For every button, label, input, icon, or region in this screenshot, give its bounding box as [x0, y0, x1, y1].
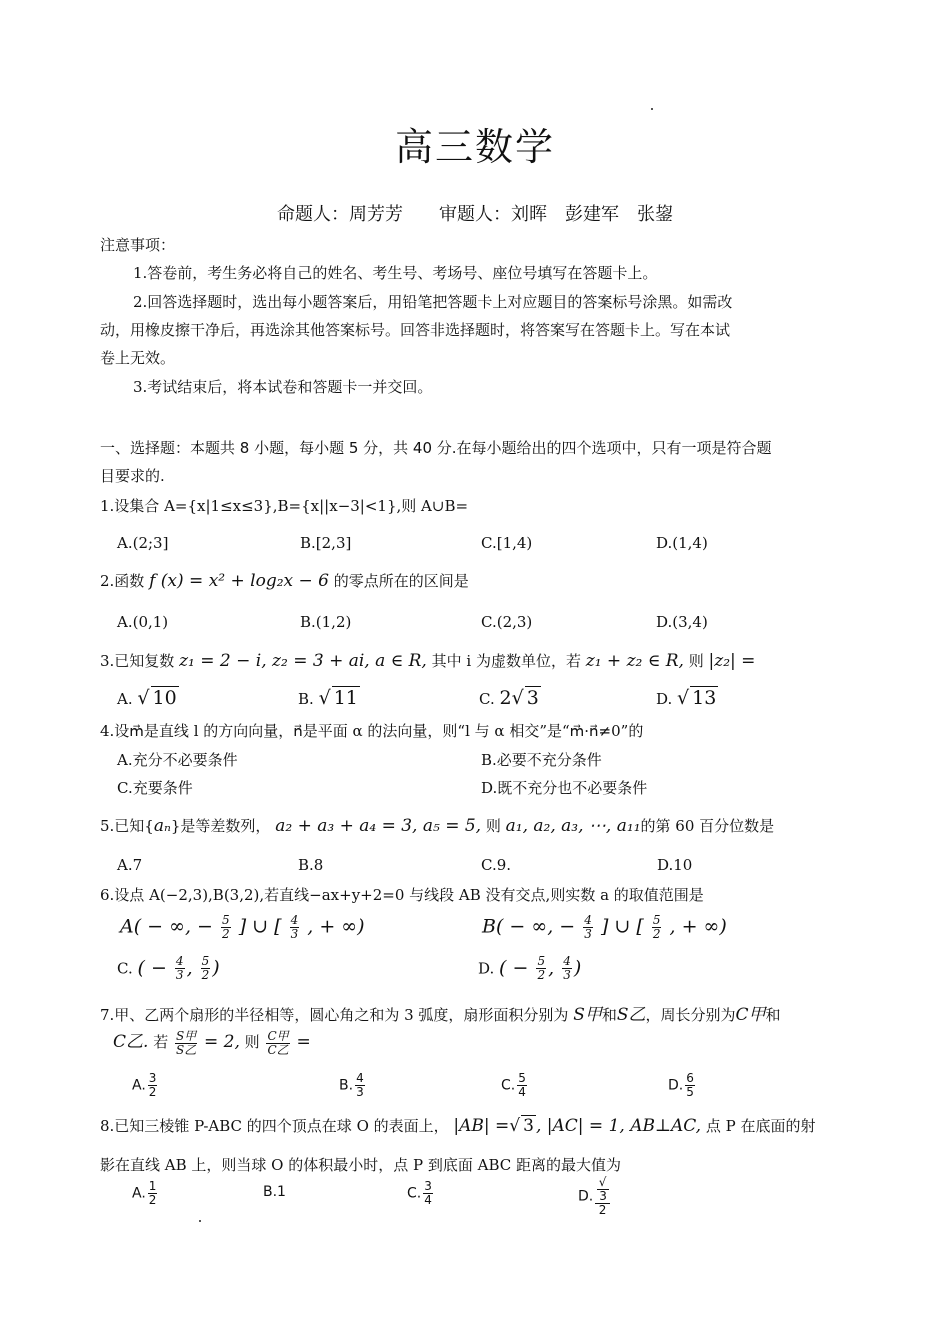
- question-8-stem: 8.已知三棱锥 P-ABC 的四个顶点在球 O 的表面上， |AB| =√ 3 , |AC| = 1, AB⊥AC, 点 P 在底面的射: [100, 1116, 816, 1136]
- question-7-stem: [100, 1000, 781, 1025]
- q8-option-a: A. $\frac{1}{2}$: [132, 1179, 157, 1207]
- q7-text: 7.甲、乙两个扇形的半径相等，圆心角之和为 3 弧度，扇形面积分别为: [100, 1006, 569, 1024]
- q2-post: 的零点所在的区间是: [333, 572, 469, 590]
- q5-post: 的第 60 百分位数是: [640, 817, 775, 835]
- question-5-stem: [100, 815, 774, 836]
- q5-pre: 5.已知{: [100, 817, 154, 835]
- fraction: $\frac{\text{S甲}}{\text{S乙}}$: [176, 1028, 197, 1057]
- option-label: C.: [117, 959, 133, 978]
- fraction: $\frac{5}{2}$: [201, 954, 210, 982]
- fraction: $\frac{5}{2}$: [537, 954, 546, 982]
- question-8-stem-cont: 影在直线 AB 上，则当球 O 的体积最小时，点 P 到底面 ABC 距离的最大值为: [100, 1156, 622, 1174]
- q8-math: , |AC| = 1, AB⊥AC,: [535, 1116, 702, 1136]
- fraction: $\frac{4}{3}$: [584, 913, 592, 941]
- q5-option-d: D.10: [657, 856, 693, 874]
- q3-pre: 3.已知复数: [100, 652, 175, 670]
- fraction: $\frac{\text{C甲}}{\text{C乙}}$: [267, 1028, 289, 1057]
- q3-option-a: A. √ 10: [117, 687, 177, 709]
- c-jia: C甲: [735, 1005, 766, 1025]
- speck: [199, 1220, 201, 1222]
- q3-post: 则: [688, 652, 704, 670]
- q4-option-d: D.既不充分也不必要条件: [481, 779, 648, 797]
- question-6-stem: 6.设点 A(−2,3),B(3,2),若直线−ax+y+2=0 与线段 AB 没有交点,则实数 a 的取值范围是: [100, 886, 704, 904]
- q5-option-c: C.9.: [481, 856, 512, 874]
- q8-text: 点 P 在底面的射: [705, 1117, 816, 1135]
- option-label: C.: [479, 690, 495, 708]
- q7-math: =: [296, 1032, 311, 1052]
- q6-option-d: D. ( − $\frac{5}{2}$ , $\frac{4}{3}$ ): [478, 954, 582, 982]
- option-text: ] ∪ [: [600, 915, 644, 938]
- page-title: 高三数学: [394, 125, 555, 169]
- q2-pre: 2.函数: [100, 572, 145, 590]
- q3-option-b: B. √ 11: [298, 687, 358, 709]
- q5-option-a: A.7: [117, 856, 143, 874]
- notice-item-3: 3.考试结束后，将本试卷和答题卡一并交回。: [133, 378, 433, 396]
- q5-mid: }是等差数列，: [170, 817, 271, 835]
- q4-option-b: B.必要不充分条件: [481, 751, 602, 769]
- notice-heading: 注意事项：: [100, 236, 176, 254]
- q8-option-d: D. √ 3 2: [578, 1176, 612, 1217]
- coefficient: 2: [499, 687, 512, 709]
- q8-option-b: B.1: [263, 1184, 286, 1200]
- q7-text: 若: [153, 1033, 169, 1051]
- q5-mid2: 则: [485, 817, 501, 835]
- notice-item-2-cont: 动，用橡皮擦干净后，再选涂其他答案标号。回答非选择题时，将答案写在答题卡上。写在本试: [100, 321, 731, 339]
- q8-text: 8.已知三棱锥 P-ABC 的四个顶点在球 O 的表面上，: [100, 1117, 449, 1135]
- q2-option-b: B.(1,2): [300, 613, 352, 631]
- q3-option-c: C. 2√ 3: [479, 687, 539, 709]
- q2-option-a: A.(0,1): [117, 613, 169, 631]
- q7-text: ，周长分别为: [645, 1006, 736, 1024]
- q5-option-b: B.8: [298, 856, 324, 874]
- question-1-stem: 1.设集合 A={x|1≤x≤3},B={x||x−3|<1},则 A∪B=: [100, 497, 469, 515]
- q3-formula-3: |z₂| =: [708, 651, 756, 671]
- option-text: , + ∞): [669, 915, 727, 938]
- option-text: , + ∞): [307, 915, 365, 938]
- q4-option-a: A.充分不必要条件: [117, 751, 238, 769]
- radicand: 3: [526, 687, 539, 709]
- q6-option-b: [482, 914, 727, 941]
- q5-formula-1: a₂ + a₃ + a₄ = 3, a₅ = 5,: [275, 816, 482, 836]
- radicand: 13: [692, 687, 717, 709]
- notice-item-1: 1.答卷前，考生务必将自己的姓名、考生号、考场号、座位号填写在答题卡上。: [133, 264, 658, 282]
- q7-option-c: C. $\frac{5}{4}$: [501, 1071, 526, 1099]
- section-heading-cont: 目要求的.: [100, 467, 165, 485]
- option-text: B( − ∞, −: [482, 915, 576, 938]
- option-text: A( − ∞, −: [120, 915, 213, 938]
- q1-option-a: A.(2;3]: [117, 534, 169, 552]
- fraction: $\frac{4}{3}$: [175, 954, 184, 982]
- q7-text: 则: [244, 1033, 260, 1051]
- q5-an: aₙ: [153, 816, 171, 836]
- option-text: ] ∪ [: [238, 915, 282, 938]
- radicand: 3: [523, 1116, 534, 1136]
- q5-formula-2: a₁, a₂, a₃, ⋯, a₁₁: [505, 816, 641, 836]
- q3-mid: 其中 i 为虚数单位，若: [431, 652, 581, 670]
- q7-option-b: B. $\frac{4}{3}$: [339, 1071, 364, 1099]
- q2-formula: f (x) = x² + log₂x − 6: [149, 571, 329, 591]
- question-4-stem: 4.设m⃗是直线 l 的方向向量，n⃗是平面 α 的法向量，则“l 与 α 相交”是“m⃗·n⃗≠0”的: [100, 722, 644, 740]
- q7-option-d: D. $\frac{6}{5}$: [668, 1071, 694, 1099]
- fraction: $\frac{5}{2}$: [652, 913, 661, 941]
- section-heading: 一、选择题：本题共 8 小题，每小题 5 分，共 40 分.在每小题给出的四个选项中，只有一项是符合题: [100, 439, 772, 457]
- option-label: A.: [117, 690, 133, 708]
- notice-item-2: 2.回答选择题时，选出每小题答案后，用铅笔把答题卡上对应题目的答案标号涂黑。如需改: [133, 293, 733, 311]
- q7-text: 和: [765, 1006, 781, 1024]
- radicand: 11: [333, 687, 358, 709]
- fraction: $\frac{4}{3}$: [563, 954, 571, 982]
- q1-option-c: C.[1,4): [481, 534, 533, 552]
- q3-formula-1: z₁ = 2 − i, z₂ = 3 + ai, a ∈ R,: [179, 651, 427, 671]
- question-3-stem: [100, 650, 755, 671]
- q3-option-d: D. √ 13: [656, 687, 717, 709]
- q8-option-c: C. $\frac{3}{4}$: [407, 1179, 432, 1207]
- q6-option-a: [120, 914, 365, 941]
- option-label: B.: [298, 690, 314, 708]
- authors: 命题人：周芳芳 审题人：刘晖 彭建军 张鋆: [277, 204, 673, 225]
- q1-option-d: D.(1,4): [656, 534, 708, 552]
- q4-option-c: C.充要条件: [117, 779, 193, 797]
- q7-math: = 2,: [204, 1032, 240, 1052]
- c-yi: C乙.: [113, 1032, 149, 1052]
- fraction: $\frac{5}{2}$: [222, 913, 230, 941]
- s-yi: S乙: [616, 1005, 646, 1025]
- question-2-stem: [100, 570, 469, 591]
- q3-formula-2: z₁ + z₂ ∈ R,: [585, 651, 684, 671]
- q2-option-d: D.(3,4): [656, 613, 708, 631]
- q1-option-b: B.[2,3]: [300, 534, 352, 552]
- q6-option-c: C. ( − $\frac{4}{3}$ , $\frac{5}{2}$ ): [117, 954, 220, 982]
- q7-text: 和: [601, 1006, 617, 1024]
- speck: [651, 108, 653, 110]
- fraction: $\frac{4}{3}$: [290, 913, 299, 941]
- radicand: 10: [152, 687, 177, 709]
- s-jia: S甲: [573, 1005, 602, 1025]
- option-label: D.: [478, 959, 495, 978]
- question-7-stem-cont: [113, 1027, 311, 1057]
- option-label: D.: [656, 690, 673, 708]
- q8-math: |AB| =: [453, 1116, 510, 1136]
- q7-option-a: A. $\frac{3}{2}$: [132, 1071, 157, 1099]
- q2-option-c: C.(2,3): [481, 613, 533, 631]
- notice-item-2-cont: 卷上无效。: [100, 349, 176, 367]
